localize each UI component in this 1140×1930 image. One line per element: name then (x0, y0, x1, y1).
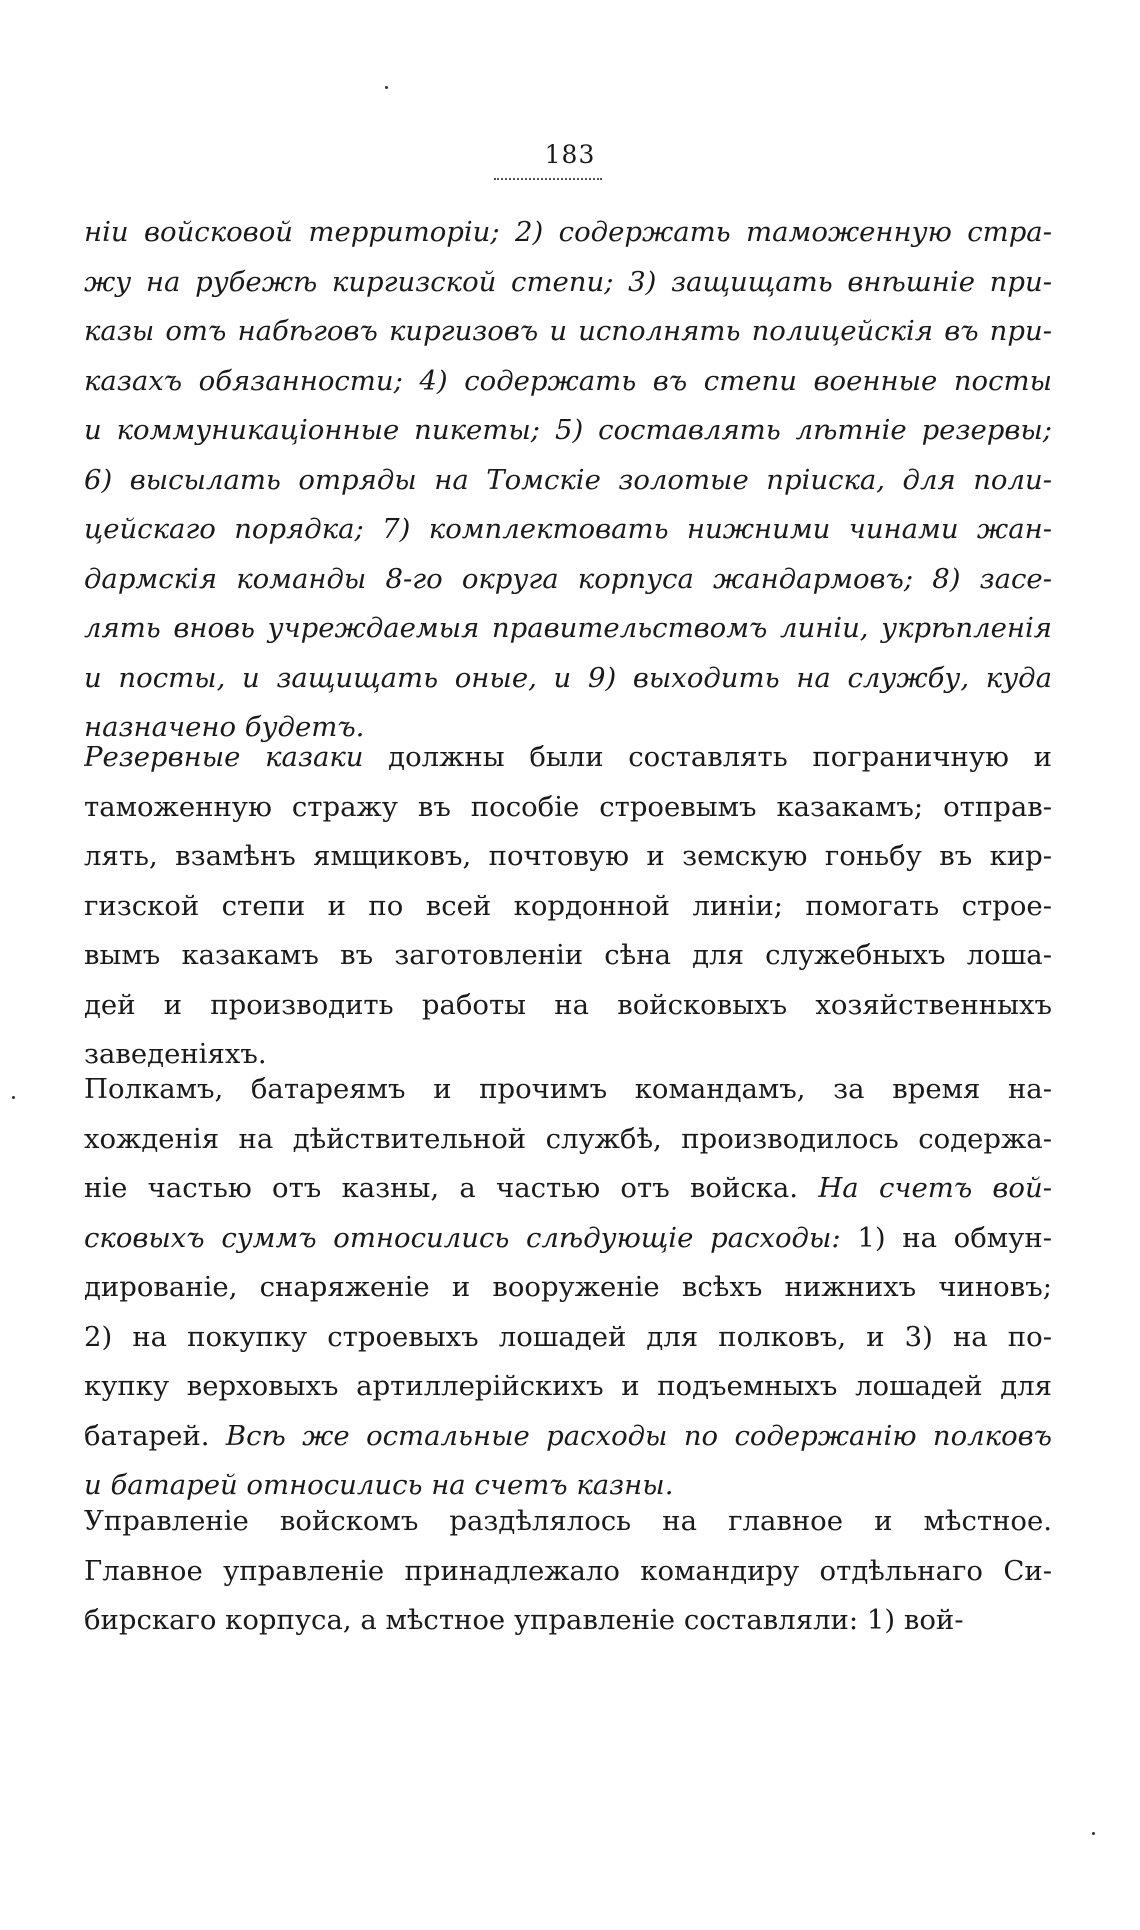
italic-text: цейскаго порядка; 7) комплектовать нижними чинами жан- (84, 513, 1052, 545)
italic-text: дармскія команды 8-го округа корпуса жандармовъ; 8) засе- (84, 562, 1052, 595)
roman-text: гизской степи и по всей кордонной линіи; помогать строе- (84, 889, 1052, 922)
italic-text: Резервные казаки (84, 741, 364, 773)
roman-text: 1) на обмун- (840, 1221, 1052, 1254)
paragraph-4 (84, 1497, 1052, 1646)
text-line (84, 1115, 1052, 1165)
text-line (84, 505, 1052, 555)
roman-text: дей и производить работы на войсковыхъ хозяйственныхъ (84, 988, 1052, 1021)
roman-text: батарей. (84, 1419, 226, 1452)
text-line (84, 931, 1052, 981)
print-speck (385, 86, 388, 89)
italic-text: ніи войсковой территоріи; 2) содержать таможенную стра- (84, 216, 1052, 248)
text-line (84, 1065, 1052, 1115)
italic-text: жу на рубежѣ киргизской степи; 3) защищать внѣшніе при- (84, 265, 1052, 298)
text-line (84, 783, 1052, 833)
text-line (84, 1547, 1052, 1597)
text-line (84, 208, 1052, 258)
text-line (84, 981, 1052, 1031)
roman-text: заведеніяхъ. (84, 1038, 267, 1070)
print-speck (12, 1096, 15, 1099)
italic-text: и посты, и защищать оные, и 9) выходить на службу, куда (84, 661, 1052, 694)
text-line (84, 357, 1052, 407)
page-number-rule (494, 178, 602, 180)
text-line (84, 1362, 1052, 1412)
text-line (84, 258, 1052, 308)
text-line (84, 456, 1052, 506)
text-line (84, 832, 1052, 882)
text-line (84, 307, 1052, 357)
roman-text: таможенную стражу въ пособіе строевымъ казакамъ; отправ- (84, 790, 1052, 823)
italic-text: и батарей относились на счетъ казны. (84, 1469, 674, 1501)
roman-text: Управленіе войскомъ раздѣлялось на главное и мѣстное. (84, 1505, 1052, 1537)
text-line (84, 654, 1052, 704)
text-line (84, 1313, 1052, 1363)
text-line (84, 1497, 1052, 1547)
italic-text: лять вновь учреждаемыя правительствомъ линіи, укрѣпленія (84, 612, 1052, 644)
italic-text: 6) высылать отряды на Томскіе золотые пріиска, для поли- (84, 463, 1052, 496)
roman-text: купку верховыхъ артиллерійскихъ и подъемныхъ лошадей для (84, 1370, 1052, 1402)
text-line (84, 1412, 1052, 1462)
italic-text: казахъ обязанности; 4) содержать въ степи военные посты (84, 364, 1052, 397)
italic-text: назначено будетъ. (84, 711, 365, 743)
roman-text: ніе частью отъ казны, а частью отъ войска. (84, 1172, 819, 1204)
italic-text: Всѣ же остальные расходы по содержанію полковъ (225, 1419, 1052, 1452)
paragraph-2 (84, 733, 1052, 1080)
roman-text: бирскаго корпуса, а мѣстное управленіе составляли: 1) вой- (84, 1604, 964, 1636)
roman-text: Главное управленіе принадлежало командиру отдѣльнаго Си- (84, 1554, 1052, 1587)
paragraph-3 (84, 1065, 1052, 1511)
text-line (84, 1263, 1052, 1313)
roman-text: Полкамъ, батареямъ и прочимъ командамъ, за время на- (84, 1073, 1052, 1105)
italic-text: казы отъ набѣговъ киргизовъ и исполнять полицейскія въ при- (84, 315, 1052, 347)
roman-text: хожденія на дѣйствительной службѣ, производилось содержа- (84, 1122, 1052, 1155)
roman-text: дированіе, снаряженіе и вооруженіе всѣхъ нижнихъ чиновъ; (84, 1271, 1052, 1303)
text-line (84, 1596, 1052, 1646)
text-line (84, 1214, 1052, 1264)
text-line (84, 555, 1052, 605)
roman-text: вымъ казакамъ въ заготовленіи сѣна для служебныхъ лоша- (84, 939, 1052, 971)
italic-text: На счетъ вой- (818, 1172, 1052, 1204)
text-line (84, 733, 1052, 783)
italic-text: сковыхъ суммъ относились слѣдующіе расходы: (84, 1221, 841, 1254)
text-line (84, 406, 1052, 456)
text-line (84, 882, 1052, 932)
page-number: 183 (544, 140, 596, 169)
roman-text: лять, взамѣнъ ямщиковъ, почтовую и земскую гоньбу въ кир- (84, 840, 1052, 872)
roman-text: должны были составлять пограничную и (363, 741, 1052, 773)
roman-text: 2) на покупку строевыхъ лошадей для полковъ, и 3) на по- (84, 1320, 1052, 1353)
paragraph-1 (84, 208, 1052, 753)
italic-text: и коммуникаціонные пикеты; 5) составлять лѣтніе резервы; (84, 414, 1052, 446)
print-speck (1092, 1832, 1095, 1835)
text-line (84, 1164, 1052, 1214)
text-line (84, 604, 1052, 654)
